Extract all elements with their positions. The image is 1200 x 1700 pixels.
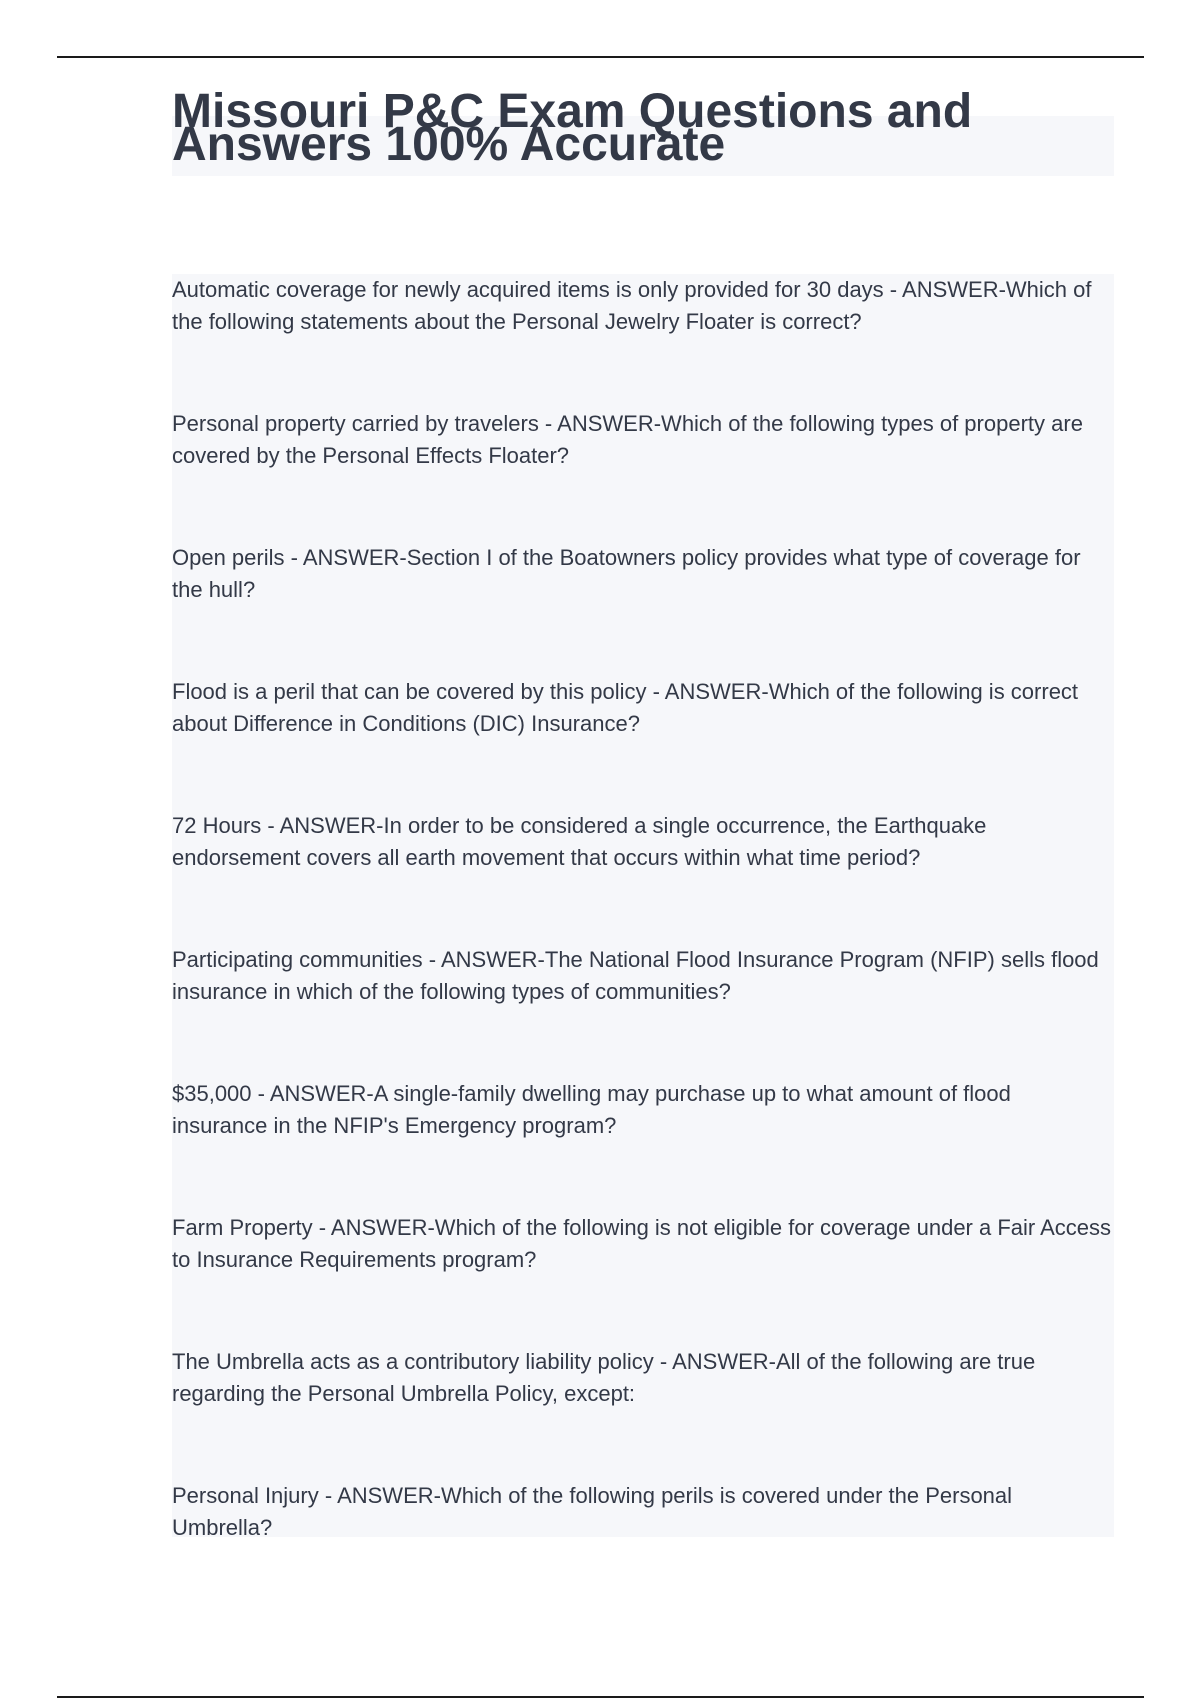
qa-item: Open perils - ANSWER-Section I of the Boatowners policy provides what type of coverage for the hull?: [172, 545, 1081, 602]
qa-item: $35,000 - ANSWER-A single-family dwelling may purchase up to what amount of flood insurance in the NFIP's Emergency program?: [172, 1081, 1011, 1138]
bottom-divider: [57, 1696, 1144, 1698]
qa-item: Automatic coverage for newly acquired items is only provided for 30 days - ANSWER-Which of the following statements about the Personal Jewelry Floater is correct?: [172, 277, 1092, 334]
qa-item: Flood is a peril that can be covered by this policy - ANSWER-Which of the following is correct about Difference in Conditions (DIC) Insurance?: [172, 679, 1079, 736]
qa-item: Personal Injury - ANSWER-Which of the following perils is covered under the Personal Umbrella?: [172, 1483, 1013, 1540]
qa-item: Personal property carried by travelers - ANSWER-Which of the following types of property are covered by the Personal Effects Floater?: [172, 411, 1083, 468]
qa-list: [172, 274, 1112, 1614]
qa-item: 72 Hours - ANSWER-In order to be considered a single occurrence, the Earthquake endorsement covers all earth movement that occurs within what time period?: [172, 813, 987, 870]
document-title: Missouri P&C Exam Questions and Answers 100% Accurate: [172, 85, 973, 171]
qa-item: The Umbrella acts as a contributory liability policy - ANSWER-All of the following are true regarding the Personal Umbrella Policy, except:: [172, 1349, 1036, 1406]
qa-item: Participating communities - ANSWER-The National Flood Insurance Program (NFIP) sells flood insurance in which of the following types of communities?: [172, 947, 1099, 1004]
qa-item: Farm Property - ANSWER-Which of the following is not eligible for coverage under a Fair Access to Insurance Requirements program?: [172, 1215, 1112, 1272]
top-divider: [57, 56, 1144, 58]
